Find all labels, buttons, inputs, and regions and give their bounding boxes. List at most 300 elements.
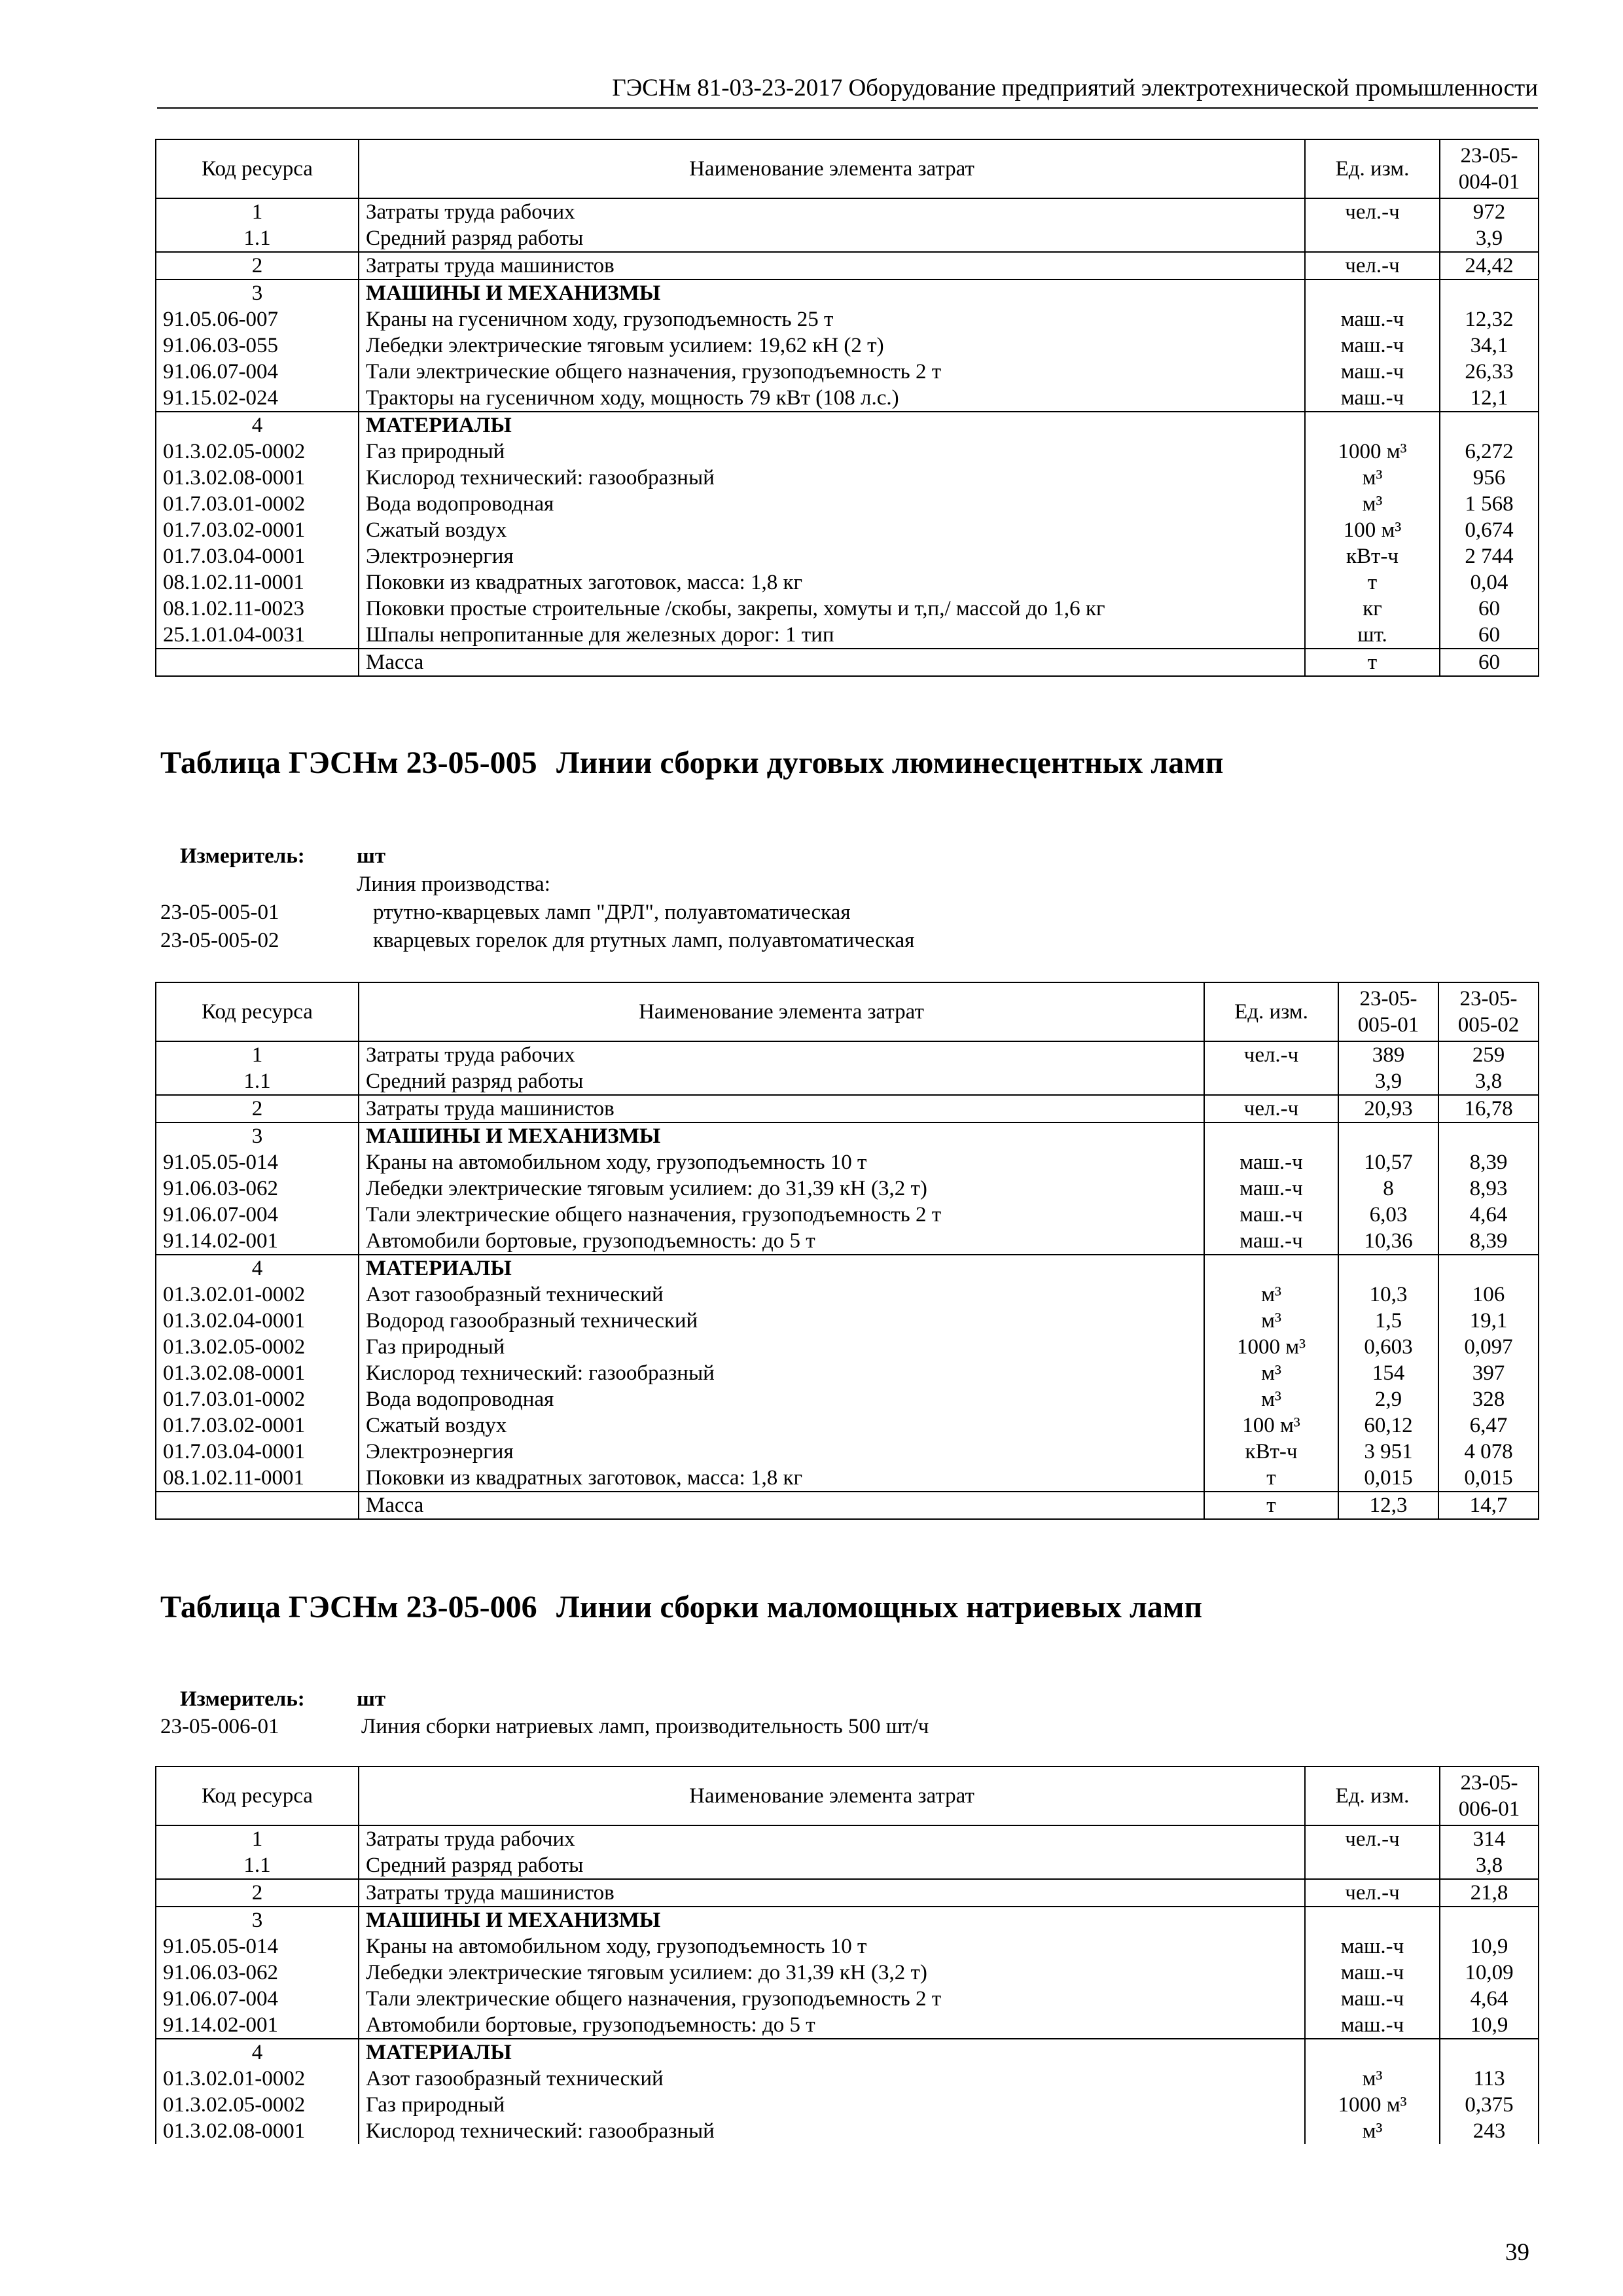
col-name-header: Наименование элемента затрат (359, 139, 1305, 198)
resource-code-cell: 1.1 (156, 225, 359, 252)
value-cell: 0,015 (1338, 1465, 1438, 1492)
resource-name-cell: Автомобили бортовые, грузоподъемность: до 5 т (359, 2012, 1305, 2039)
value-cell: 16,78 (1438, 1095, 1539, 1122)
resource-code-cell: 4 (156, 2039, 359, 2066)
resource-code-cell: 01.3.02.08-0001 (156, 1360, 359, 1386)
value-cell: 314 (1440, 1825, 1539, 1852)
col-value-header (1440, 139, 1539, 198)
value-cell: 34,1 (1440, 332, 1539, 359)
table-row (156, 1068, 1539, 1095)
resource-code-cell: 91.06.03-055 (156, 332, 359, 359)
unit-cell: шт. (1305, 622, 1440, 649)
unit-cell: маш.-ч (1204, 1228, 1338, 1255)
table-row (156, 622, 1539, 649)
table-row (156, 1879, 1539, 1907)
unit-cell (1204, 1068, 1338, 1095)
col-value-header (1338, 982, 1438, 1041)
item-text: Линия сборки натриевых ламп, производительность 500 шт/ч (361, 1715, 929, 1738)
resource-table-23-05-006 (155, 1766, 1539, 2144)
measure-unit: шт (357, 1687, 386, 1711)
measure-line (160, 844, 553, 870)
value-cell: 10,9 (1440, 1933, 1539, 1960)
resource-name-cell: Затраты труда машинистов (359, 1095, 1204, 1122)
unit-cell: т (1204, 1492, 1338, 1519)
resource-code-cell: 01.7.03.01-0002 (156, 1386, 359, 1412)
table-row (156, 2039, 1539, 2066)
col-code-header: Код ресурса (156, 139, 359, 198)
table-row (156, 1412, 1539, 1439)
resource-name-cell: Электроэнергия (359, 543, 1305, 569)
table-row (156, 198, 1539, 225)
value-cell: 12,1 (1440, 385, 1539, 412)
resource-code-cell: 2 (156, 252, 359, 279)
resource-code-cell: 01.7.03.02-0001 (156, 1412, 359, 1439)
page-header: ГЭСНм 81-03-23-2017 Оборудование предприятий электротехнической промышленности (612, 75, 1538, 101)
table-number: Таблица ГЭСНм 23-05-005 (160, 745, 537, 780)
resource-code-cell: 08.1.02.11-0023 (156, 596, 359, 622)
value-cell: 10,9 (1440, 2012, 1539, 2039)
unit-cell: т (1305, 649, 1440, 676)
value-cell: 389 (1338, 1041, 1438, 1068)
resource-code-cell: 01.3.02.08-0001 (156, 2118, 359, 2144)
table-row (156, 412, 1539, 439)
value-cell (1438, 1255, 1539, 1282)
value-cell: 3 951 (1338, 1439, 1438, 1465)
resource-code-cell: 3 (156, 1907, 359, 1933)
unit-cell: маш.-ч (1305, 1933, 1440, 1960)
value-cell: 14,7 (1438, 1492, 1539, 1519)
item-code: 23-05-006-01 (160, 1715, 279, 1738)
table-row (156, 1386, 1539, 1412)
resource-code-cell: 2 (156, 1095, 359, 1122)
measure-unit: шт (357, 844, 386, 868)
resource-code-cell: 1 (156, 198, 359, 225)
table-row (156, 517, 1539, 543)
col-unit-header: Ед. изм. (1305, 1767, 1440, 1825)
table-row (156, 2066, 1539, 2092)
value-cell: 154 (1338, 1360, 1438, 1386)
col-unit-header: Ед. изм. (1305, 139, 1440, 198)
resource-code-cell: 01.7.03.04-0001 (156, 1439, 359, 1465)
table-row (156, 1465, 1539, 1492)
resource-code-cell: 1 (156, 1825, 359, 1852)
resource-table-23-05-004 (155, 139, 1539, 677)
table-row (156, 649, 1539, 676)
resource-code-cell: 01.3.02.05-0002 (156, 439, 359, 465)
value-cell: 2,9 (1338, 1386, 1438, 1412)
table-row (156, 1852, 1539, 1879)
resource-code-cell: 91.05.05-014 (156, 1933, 359, 1960)
resource-code-cell: 08.1.02.11-0001 (156, 1465, 359, 1492)
value-cell: 4 078 (1438, 1439, 1539, 1465)
resource-code-cell: 91.15.02-024 (156, 385, 359, 412)
unit-cell: 1000 м³ (1204, 1334, 1338, 1360)
unit-cell (1305, 2039, 1440, 2066)
value-cell: 8,39 (1438, 1228, 1539, 1255)
resource-name-cell: Лебедки электрические тяговым усилием: 19,62 кН (2 т) (359, 332, 1305, 359)
resource-code-cell: 91.06.07-004 (156, 1202, 359, 1228)
unit-cell (1305, 1907, 1440, 1933)
unit-cell: 100 м³ (1305, 517, 1440, 543)
table-row (156, 1960, 1539, 1986)
resource-code-cell: 3 (156, 1122, 359, 1149)
resource-code-cell: 01.3.02.04-0001 (156, 1308, 359, 1334)
value-cell: 8 (1338, 1175, 1438, 1202)
value-cell: 1 568 (1440, 491, 1539, 517)
resource-name-cell: Тракторы на гусеничном ходу, мощность 79 кВт (108 л.с.) (359, 385, 1305, 412)
col-value-header-line2: 005-01 (1357, 1013, 1419, 1037)
value-cell: 3,9 (1338, 1068, 1438, 1095)
table-row (156, 279, 1539, 306)
measure-label: Измеритель: (180, 1687, 305, 1711)
resource-code-cell: 1 (156, 1041, 359, 1068)
table-row (156, 1439, 1539, 1465)
unit-cell: маш.-ч (1305, 1960, 1440, 1986)
unit-cell: т (1305, 569, 1440, 596)
resource-code-cell: 01.3.02.05-0002 (156, 2092, 359, 2118)
resource-name-cell: Газ природный (359, 1334, 1204, 1360)
resource-name-cell: Шпалы непропитанные для железных дорог: 1 тип (359, 622, 1305, 649)
value-cell: 113 (1440, 2066, 1539, 2092)
item-text: ртутно-кварцевых ламп "ДРЛ", полуавтоматическая (373, 901, 851, 924)
resource-code-cell (156, 649, 359, 676)
unit-cell: м³ (1305, 491, 1440, 517)
resource-name-cell: МАШИНЫ И МЕХАНИЗМЫ (359, 279, 1305, 306)
value-cell: 60,12 (1338, 1412, 1438, 1439)
value-cell: 60 (1440, 596, 1539, 622)
table-row (156, 225, 1539, 252)
value-cell (1440, 2039, 1539, 2066)
value-cell: 397 (1438, 1360, 1539, 1386)
resource-name-cell: Затраты труда машинистов (359, 1879, 1305, 1907)
value-cell: 24,42 (1440, 252, 1539, 279)
col-value-header (1438, 982, 1539, 1041)
unit-cell: чел.-ч (1204, 1041, 1338, 1068)
col-code-header: Код ресурса (156, 1767, 359, 1825)
unit-cell: маш.-ч (1305, 306, 1440, 332)
unit-cell: м³ (1204, 1360, 1338, 1386)
value-cell: 12,32 (1440, 306, 1539, 332)
value-cell: 0,674 (1440, 517, 1539, 543)
header-rule (157, 107, 1538, 109)
measure-line (160, 1687, 553, 1713)
resource-code-cell: 4 (156, 412, 359, 439)
unit-cell (1204, 1122, 1338, 1149)
value-cell: 12,3 (1338, 1492, 1438, 1519)
resource-name-cell: Краны на автомобильном ходу, грузоподъемность 10 т (359, 1933, 1305, 1960)
resource-code-cell: 91.06.03-062 (156, 1175, 359, 1202)
unit-cell: маш.-ч (1305, 359, 1440, 385)
table-row (156, 1175, 1539, 1202)
table-row (156, 1041, 1539, 1068)
resource-name-cell: Вода водопроводная (359, 1386, 1204, 1412)
unit-cell: м³ (1305, 2118, 1440, 2144)
table-row (156, 439, 1539, 465)
resource-code-cell: 01.3.02.05-0002 (156, 1334, 359, 1360)
resource-name-cell: Средний разряд работы (359, 1068, 1204, 1095)
resource-code-cell: 91.06.07-004 (156, 1986, 359, 2012)
unit-cell: м³ (1204, 1282, 1338, 1308)
table-row (156, 1907, 1539, 1933)
table-header-row (156, 1767, 1539, 1825)
value-cell (1438, 1122, 1539, 1149)
table-title-23-05-006 (160, 1588, 1535, 1667)
value-cell: 243 (1440, 2118, 1539, 2144)
value-cell: 3,8 (1440, 1852, 1539, 1879)
unit-cell: 100 м³ (1204, 1412, 1338, 1439)
col-value-header-line1: 23-05- (1359, 987, 1418, 1011)
item-code: 23-05-005-01 (160, 901, 279, 924)
resource-name-cell: МАТЕРИАЛЫ (359, 1255, 1204, 1282)
table-row (156, 332, 1539, 359)
table-row (156, 569, 1539, 596)
resource-code-cell: 01.3.02.08-0001 (156, 465, 359, 491)
unit-cell: маш.-ч (1204, 1175, 1338, 1202)
col-value-header-line2: 006-01 (1458, 1797, 1520, 1821)
unit-cell: чел.-ч (1305, 1825, 1440, 1852)
resource-name-cell: Краны на автомобильном ходу, грузоподъемность 10 т (359, 1149, 1204, 1175)
col-unit-header: Ед. изм. (1204, 982, 1338, 1041)
resource-code-cell: 1.1 (156, 1068, 359, 1095)
resource-name-cell: Средний разряд работы (359, 225, 1305, 252)
col-name-header: Наименование элемента затрат (359, 1767, 1305, 1825)
table-row (156, 252, 1539, 279)
resource-name-cell: МАШИНЫ И МЕХАНИЗМЫ (359, 1122, 1204, 1149)
unit-cell: чел.-ч (1305, 198, 1440, 225)
table-row (156, 1308, 1539, 1334)
resource-code-cell: 91.06.03-062 (156, 1960, 359, 1986)
resource-name-cell: Затраты труда рабочих (359, 198, 1305, 225)
resource-code-cell: 91.14.02-001 (156, 2012, 359, 2039)
resource-name-cell: Газ природный (359, 439, 1305, 465)
unit-cell: т (1204, 1465, 1338, 1492)
value-cell: 19,1 (1438, 1308, 1539, 1334)
col-code-header: Код ресурса (156, 982, 359, 1041)
resource-name-cell: Масса (359, 1492, 1204, 1519)
table-row (156, 1492, 1539, 1519)
table-row (156, 1122, 1539, 1149)
value-cell: 3,9 (1440, 225, 1539, 252)
resource-name-cell: МАШИНЫ И МЕХАНИЗМЫ (359, 1907, 1305, 1933)
table-header-row (156, 139, 1539, 198)
table-row (156, 306, 1539, 332)
resource-name-cell: Автомобили бортовые, грузоподъемность: до 5 т (359, 1228, 1204, 1255)
unit-cell: м³ (1305, 465, 1440, 491)
table-caption: Линии сборки маломощных натриевых ламп (556, 1590, 1203, 1624)
unit-cell: кг (1305, 596, 1440, 622)
unit-cell: чел.-ч (1204, 1095, 1338, 1122)
unit-cell: маш.-ч (1305, 1986, 1440, 2012)
resource-name-cell: Поковки из квадратных заготовок, масса: 1,8 кг (359, 569, 1305, 596)
resource-code-cell (156, 1492, 359, 1519)
value-cell: 0,015 (1438, 1465, 1539, 1492)
resource-name-cell: Азот газообразный технический (359, 2066, 1305, 2092)
value-cell (1440, 412, 1539, 439)
unit-cell: 1000 м³ (1305, 2092, 1440, 2118)
value-cell: 6,03 (1338, 1202, 1438, 1228)
value-cell: 259 (1438, 1041, 1539, 1068)
item-code: 23-05-005-02 (160, 929, 279, 952)
col-value-header-line1: 23-05- (1460, 144, 1518, 168)
resource-name-cell: Тали электрические общего назначения, грузоподъемность 2 т (359, 1986, 1305, 2012)
resource-code-cell: 01.7.03.02-0001 (156, 517, 359, 543)
unit-cell: кВт-ч (1204, 1439, 1338, 1465)
col-name-header: Наименование элемента затрат (359, 982, 1204, 1041)
value-cell: 0,603 (1338, 1334, 1438, 1360)
unit-cell: м³ (1204, 1386, 1338, 1412)
value-cell: 21,8 (1440, 1879, 1539, 1907)
value-cell (1440, 279, 1539, 306)
value-cell: 1,5 (1338, 1308, 1438, 1334)
page-number: 39 (1505, 2239, 1529, 2266)
resource-name-cell: Сжатый воздух (359, 1412, 1204, 1439)
table-row (156, 1334, 1539, 1360)
table-row (156, 2012, 1539, 2039)
unit-cell (1204, 1255, 1338, 1282)
value-cell: 8,39 (1438, 1149, 1539, 1175)
col-value-header (1440, 1767, 1539, 1825)
value-cell (1338, 1122, 1438, 1149)
resource-name-cell: Масса (359, 649, 1305, 676)
table-row (156, 1986, 1539, 2012)
table-row (156, 2118, 1539, 2144)
value-cell: 0,04 (1440, 569, 1539, 596)
resource-code-cell: 4 (156, 1255, 359, 1282)
table-row (156, 1095, 1539, 1122)
resource-code-cell: 01.7.03.04-0001 (156, 543, 359, 569)
table-row (156, 1255, 1539, 1282)
table-header-row (156, 982, 1539, 1041)
resource-name-cell: Лебедки электрические тяговым усилием: до 31,39 кН (3,2 т) (359, 1175, 1204, 1202)
resource-code-cell: 2 (156, 1879, 359, 1907)
value-cell: 26,33 (1440, 359, 1539, 385)
resource-code-cell: 08.1.02.11-0001 (156, 569, 359, 596)
resource-code-cell: 25.1.01.04-0031 (156, 622, 359, 649)
unit-cell: маш.-ч (1305, 332, 1440, 359)
col-value-header-line2: 004-01 (1458, 170, 1520, 194)
unit-cell: чел.-ч (1305, 1879, 1440, 1907)
resource-name-cell: МАТЕРИАЛЫ (359, 412, 1305, 439)
resource-name-cell: Затраты труда рабочих (359, 1041, 1204, 1068)
table-row (156, 1202, 1539, 1228)
table-row (156, 491, 1539, 517)
resource-code-cell: 91.05.05-014 (156, 1149, 359, 1175)
value-cell: 6,47 (1438, 1412, 1539, 1439)
value-cell: 0,375 (1440, 2092, 1539, 2118)
resource-table-23-05-005 (155, 982, 1539, 1520)
resource-name-cell: Затраты труда рабочих (359, 1825, 1305, 1852)
value-cell: 2 744 (1440, 543, 1539, 569)
table-row (156, 385, 1539, 412)
resource-name-cell: Азот газообразный технический (359, 1282, 1204, 1308)
resource-name-cell: Сжатый воздух (359, 517, 1305, 543)
resource-code-cell: 91.06.07-004 (156, 359, 359, 385)
value-cell: 4,64 (1440, 1986, 1539, 2012)
unit-cell: маш.-ч (1204, 1202, 1338, 1228)
unit-cell (1305, 279, 1440, 306)
col-value-header-line2: 005-02 (1457, 1013, 1520, 1037)
table-title-23-05-005 (160, 744, 1535, 823)
table-row (156, 1149, 1539, 1175)
table-row (156, 359, 1539, 385)
resource-name-cell: Тали электрические общего назначения, грузоподъемность 2 т (359, 359, 1305, 385)
value-cell: 4,64 (1438, 1202, 1539, 1228)
value-cell: 10,09 (1440, 1960, 1539, 1986)
unit-cell: м³ (1305, 2066, 1440, 2092)
resource-code-cell: 01.3.02.01-0002 (156, 2066, 359, 2092)
resource-code-cell: 3 (156, 279, 359, 306)
value-cell: 10,57 (1338, 1149, 1438, 1175)
unit-cell: маш.-ч (1305, 2012, 1440, 2039)
resource-name-cell: Краны на гусеничном ходу, грузоподъемность 25 т (359, 306, 1305, 332)
resource-name-cell: Электроэнергия (359, 1439, 1204, 1465)
unit-cell: кВт-ч (1305, 543, 1440, 569)
resource-code-cell: 91.05.06-007 (156, 306, 359, 332)
table-row (156, 1282, 1539, 1308)
resource-code-cell: 01.7.03.01-0002 (156, 491, 359, 517)
unit-cell (1305, 1852, 1440, 1879)
resource-name-cell: Кислород технический: газообразный (359, 1360, 1204, 1386)
measure-label: Измеритель: (180, 844, 305, 868)
value-cell: 106 (1438, 1282, 1539, 1308)
unit-cell (1305, 225, 1440, 252)
resource-name-cell: Водород газообразный технический (359, 1308, 1204, 1334)
table-row (156, 465, 1539, 491)
resource-name-cell: Затраты труда машинистов (359, 252, 1305, 279)
resource-name-cell: Газ природный (359, 2092, 1305, 2118)
resource-code-cell: 01.3.02.01-0002 (156, 1282, 359, 1308)
table-number: Таблица ГЭСНм 23-05-006 (160, 1590, 537, 1624)
value-cell: 10,36 (1338, 1228, 1438, 1255)
table-row (156, 1228, 1539, 1255)
resource-name-cell: Кислород технический: газообразный (359, 465, 1305, 491)
table-row (156, 543, 1539, 569)
item-text: кварцевых горелок для ртутных ламп, полуавтоматическая (373, 929, 915, 952)
unit-cell (1305, 412, 1440, 439)
unit-cell: маш.-ч (1204, 1149, 1338, 1175)
unit-cell: м³ (1204, 1308, 1338, 1334)
value-cell: 20,93 (1338, 1095, 1438, 1122)
value-cell: 6,272 (1440, 439, 1539, 465)
value-cell: 0,097 (1438, 1334, 1539, 1360)
value-cell: 3,8 (1438, 1068, 1539, 1095)
value-cell (1338, 1255, 1438, 1282)
value-cell: 60 (1440, 622, 1539, 649)
resource-code-cell: 91.14.02-001 (156, 1228, 359, 1255)
resource-name-cell: Поковки из квадратных заготовок, масса: 1,8 кг (359, 1465, 1204, 1492)
value-cell: 328 (1438, 1386, 1539, 1412)
table-row (156, 1933, 1539, 1960)
resource-code-cell: 1.1 (156, 1852, 359, 1879)
line-intro: Линия производства: (357, 872, 550, 896)
resource-name-cell: Средний разряд работы (359, 1852, 1305, 1879)
table-caption: Линии сборки дуговых люминесцентных ламп (556, 745, 1224, 780)
unit-cell: чел.-ч (1305, 252, 1440, 279)
col-value-header-line1: 23-05- (1460, 1771, 1518, 1795)
resource-name-cell: МАТЕРИАЛЫ (359, 2039, 1305, 2066)
resource-name-cell: Тали электрические общего назначения, грузоподъемность 2 т (359, 1202, 1204, 1228)
resource-name-cell: Поковки простые строительные /скобы, закрепы, хомуты и т,п,/ массой до 1,6 кг (359, 596, 1305, 622)
unit-cell: 1000 м³ (1305, 439, 1440, 465)
table-row (156, 1360, 1539, 1386)
unit-cell: маш.-ч (1305, 385, 1440, 412)
value-cell: 10,3 (1338, 1282, 1438, 1308)
value-cell: 60 (1440, 649, 1539, 676)
table-row (156, 1825, 1539, 1852)
table-row (156, 596, 1539, 622)
value-cell (1440, 1907, 1539, 1933)
resource-name-cell: Кислород технический: газообразный (359, 2118, 1305, 2144)
